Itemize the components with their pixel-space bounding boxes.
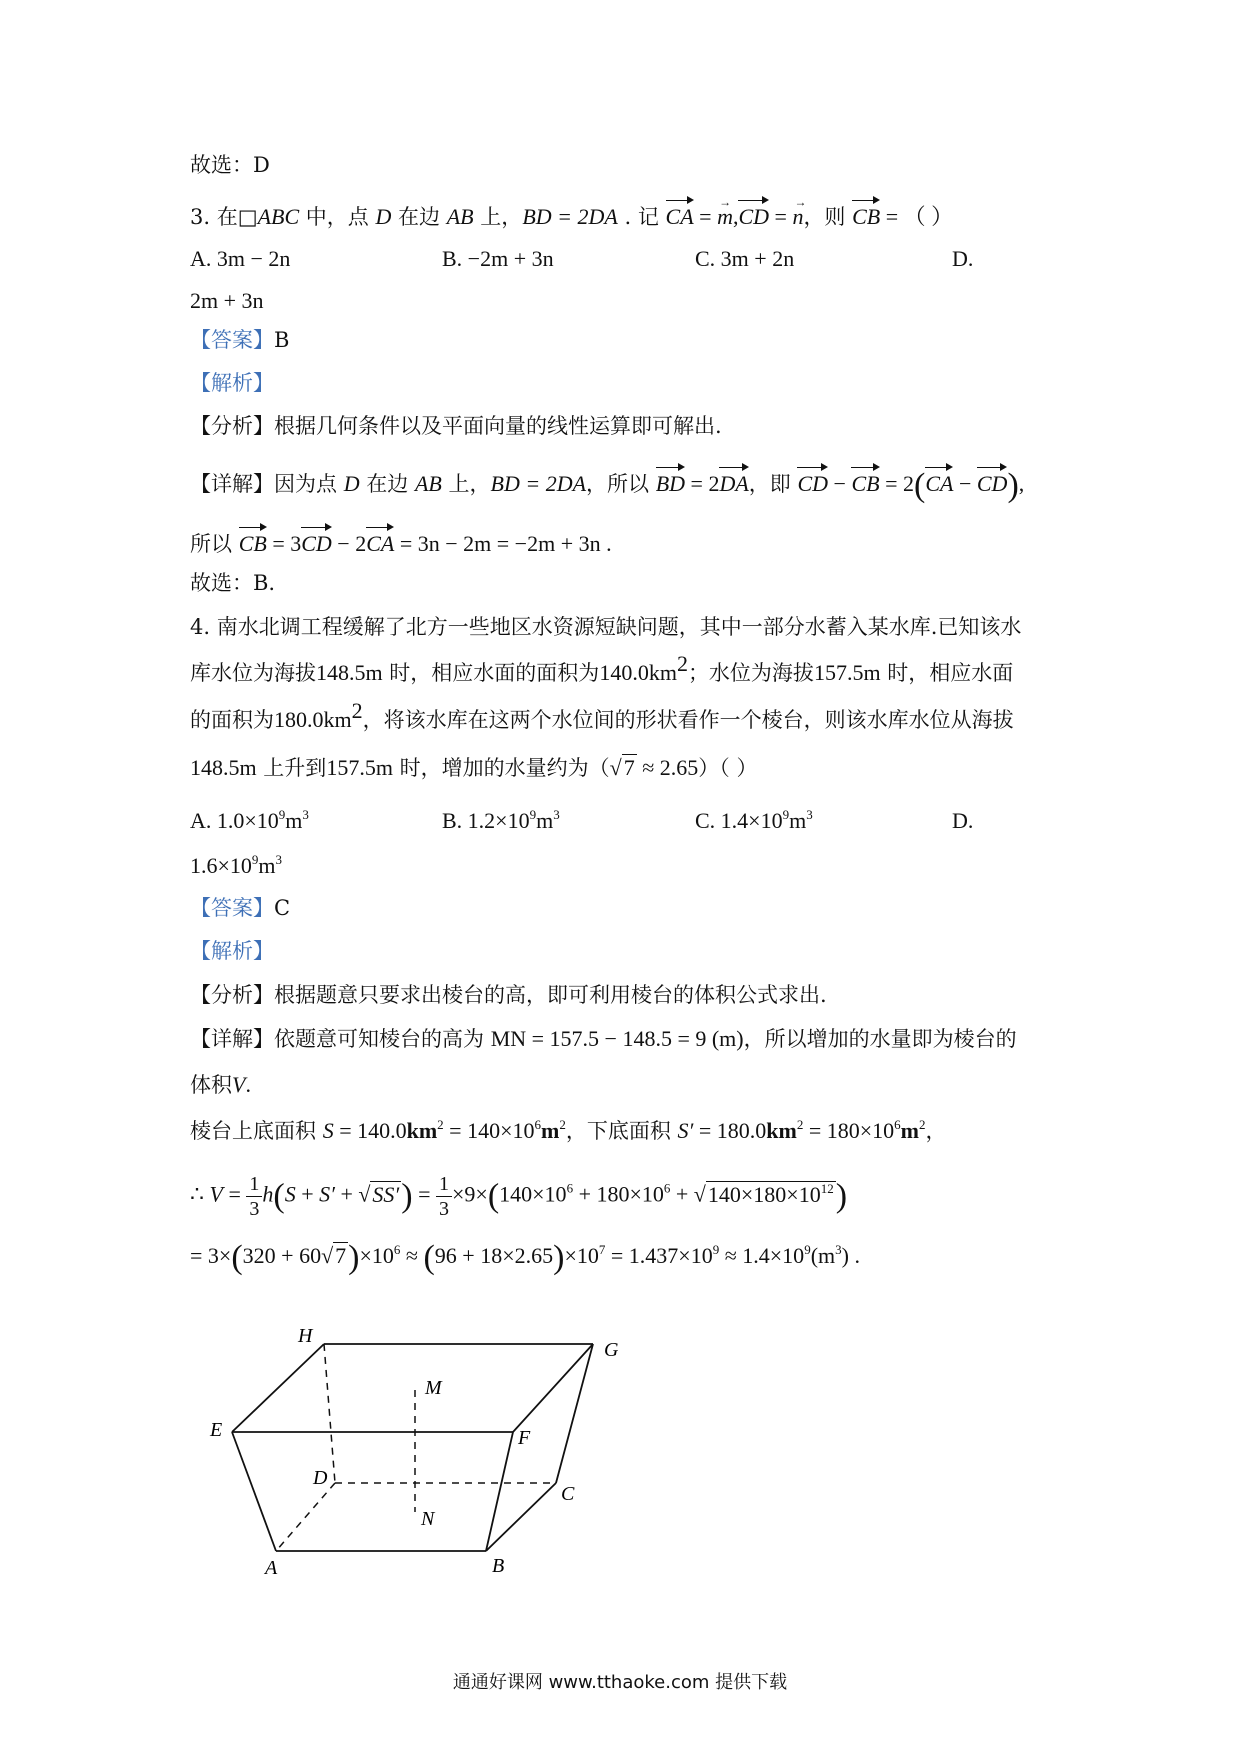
edge-da-hidden [276, 1483, 335, 1551]
q3-text1: 中，点 [299, 205, 376, 229]
q3-vec-bd: BD [656, 463, 685, 499]
q3-detail-result: = 3n − 2m = −2m + 3n . [394, 531, 612, 556]
q4-stem-4: 148.5m 上升到157.5m 时，增加的水量约为（√7 ≈ 2.65）（ ） [190, 755, 758, 780]
q4-stem-2d: 时，相应水面 [880, 661, 1014, 685]
q3-text2: 在边 [391, 205, 447, 229]
q4-stem-2: 库水位为海拔148.5m 时，相应水面的面积为$140.0km^2$；水位为海拔157.5m 时，相应水面 [190, 651, 1014, 685]
q3-text3: 上， [473, 205, 523, 229]
label-g: G [604, 1339, 619, 1361]
q4-detail-t3: 体积 [190, 1073, 232, 1097]
q3-detail-t4: ，所以 [586, 472, 656, 496]
q4-answer-value: C [274, 896, 291, 920]
label-b: B [492, 1555, 505, 1577]
q4-detail-volume: 体积V. [190, 1072, 251, 1097]
q4-xiangjie-label: 【详解】 [190, 1027, 274, 1051]
q4-stem-1: 4. 南水北调工程缓解了北方一些地区水资源短缺问题，其中一部分水蓄入某水库.已知该水 [190, 615, 1022, 639]
q3-option-b: B. −2m + 3n [442, 246, 554, 271]
q4-detail-t5: ，下底面积 [565, 1119, 678, 1143]
q3-fenxi-label: 【分析】 [190, 414, 274, 438]
label-d: D [313, 1467, 328, 1489]
q4-volume-formula: ∴ V = $\frac{1}{3}$ h(S + S′ + √SS′) = $\frac{1}{3}$ $\times 9\times(140\times 10^6 + 180\times 10^6 + √140\times 180\times 10^{12})$ [190, 1173, 848, 1220]
label-n: N [421, 1508, 435, 1530]
q3-text5: ，则 [803, 205, 853, 229]
edge-hd-hidden [324, 1344, 335, 1483]
label-e: E [210, 1419, 223, 1441]
q3-answer-label: 【答案】 [190, 328, 274, 352]
q3-option-c: C. 3m + 2n [695, 246, 795, 271]
q3-option-a: A. 3m − 2n [190, 246, 291, 271]
q4-h1-2: 148.5m [190, 755, 257, 780]
q4-s2: 180.0km [274, 707, 352, 732]
q4-option-b: B. $1.2\times 10^9m^3$ [442, 807, 560, 833]
q4-fenxi-text: 根据题意只要求出棱台的高，即可利用棱台的体积公式求出. [274, 983, 827, 1007]
q3-vec-cd: CD [738, 196, 769, 232]
q3-detail-t6: 所以 [190, 532, 239, 556]
label-a: A [265, 1557, 278, 1579]
q4-s1: 140.0km [599, 660, 677, 685]
q4-detail-areas: 棱台上底面积 $S = 140.0km^2 = 140\times 10^6m^2$，下底面积 $S' = 180.0km^2 = 180\times 10^6m^2$， [190, 1117, 947, 1143]
q3-vec-cd-2: CD [797, 463, 828, 499]
q3-xiangjie: 【详解】因为点 D 在边 AB 上，BD = 2DA，所以 BD = 2DA，即 CD − CB = 2(CA − CD), [190, 463, 1024, 501]
q3-n: n → [792, 202, 803, 232]
q3-analysis-label: 【解析】 [190, 371, 274, 395]
q4-detail-t2: ，所以增加的水量即为棱台的 [743, 1027, 1017, 1051]
edge-ea [232, 1432, 276, 1551]
q4-stem-4c: ）（ ） [698, 756, 758, 780]
q4-fenxi-label: 【分析】 [190, 983, 274, 1007]
q3-vec-ca-3: CA [366, 523, 394, 559]
q3-detail-ratio: BD = 2DA [490, 471, 587, 496]
q4-stem-3: 的面积为$180.0km^2$，将该水库在这两个水位间的形状看作一个棱台，则该水库水位从海拔 [190, 698, 1014, 732]
q4-approx: ≈ 2.65 [636, 755, 699, 780]
q4-detail-t1: 依题意可知棱台的高为 [274, 1027, 491, 1051]
q4-stem-3a: 的面积为 [190, 708, 274, 732]
q4-option-c: C. $1.4\times 10^9m^3$ [695, 807, 813, 833]
q4-stem-4a: 上升到 [256, 756, 327, 780]
q3-vec-cb-2: CB [851, 463, 879, 499]
q4-stem-4b: 时，增加的水量约为（ [392, 756, 610, 780]
q4-option-a: A. $1.0\times 10^9m^3$ [190, 807, 309, 833]
q3-conclusion: 故选：B. [190, 571, 276, 595]
label-m: M [425, 1377, 442, 1399]
edge-eh [232, 1344, 324, 1432]
q3-vec-cd-4: CD [301, 523, 332, 559]
q4-answer-label: 【答案】 [190, 896, 274, 920]
q3-vec-da: DA [719, 463, 748, 499]
q4-h2: 157.5m [813, 660, 881, 685]
q4-area-bottom: $S' = 180.0km^2 = 180\times 10^6m^2$ [677, 1117, 926, 1143]
q3-detail-t2: 在边 [359, 472, 415, 496]
q3-stem: 3. 在□ABC 中，点 D 在边 AB 上，BD = 2DA . 记 CA = m →,CD = n →，则 CB = （ ） [190, 196, 953, 232]
q3-detail-line2: 所以 CB = 3CD − 2CA = 3n − 2m = −2m + 3n . [190, 523, 612, 559]
page-footer: 通通好课网 www.tthaoke.com 提供下载 [452, 1672, 788, 1693]
q3-detail-t3: 上， [441, 472, 491, 496]
edge-fb [486, 1432, 513, 1551]
q3-tail: = （ ） [880, 204, 954, 229]
label-c: C [561, 1483, 575, 1505]
q3-ratio: BD = 2DA [522, 204, 618, 229]
q4-h1: 148.5m [316, 660, 383, 685]
q4-h2-2: 157.5m [326, 755, 393, 780]
q4-option-d: $1.6\times 10^9m^3$ [190, 852, 283, 878]
label-f: F [518, 1427, 531, 1449]
q3-answer-value: B [274, 328, 290, 352]
edge-bc [486, 1483, 556, 1551]
q3-detail-t5: ，即 [748, 472, 798, 496]
q3-option-d-label: D. [952, 246, 974, 271]
q3-vec-ca-2: CA [925, 463, 953, 499]
q3-text4: . 记 [617, 205, 666, 229]
q3-point: D [375, 204, 392, 229]
q3-prefix: 3. 在□ [190, 205, 258, 229]
q3-vec-cb-3: CB [239, 523, 267, 559]
q4-height-eq: MN = 157.5 − 148.5 = 9 (m) [490, 1026, 744, 1051]
q3-detail-t1: 因为点 [274, 472, 344, 496]
q4-volume-result: = $3\times(320 + 60√7)\times 10^6 \approx (96 + 18\times 2.65)\times 10^7 = 1.437\times 10^9 \approx 1.4\times 10^9(m^3)$ . [190, 1239, 860, 1276]
q4-detail-t4: 棱台上底面积 [190, 1119, 323, 1143]
q3-vec-ca: CA [666, 196, 694, 232]
q4-option-d-label: D. [952, 808, 974, 833]
q4-stem-2c: ；水位为海拔 [687, 661, 814, 685]
q3-detail-side: AB [414, 471, 442, 496]
q4-analysis-label: 【解析】 [190, 939, 274, 963]
q4-detail-v: V [232, 1072, 246, 1097]
q3-side: AB [446, 204, 474, 229]
q3-option-d: 2m + 3n [190, 288, 264, 313]
q3-xiangjie-label: 【详解】 [190, 472, 274, 496]
prev-conclusion-text: 故选：D [190, 153, 270, 177]
q4-stem-2b: 时，相应水面的面积为 [382, 661, 600, 685]
label-h: H [298, 1325, 313, 1347]
q3-vec-cd-3: CD [977, 463, 1008, 499]
q3-fenxi-text: 根据几何条件以及平面向量的线性运算即可解出. [274, 414, 722, 438]
q4-stem-3b: ，将该水库在这两个水位间的形状看作一个棱台，则该水库水位从海拔 [362, 708, 1014, 732]
q4-area-top: $S = 140.0km^2 = 140\times 10^6m^2$ [322, 1117, 566, 1143]
q3-triangle: ABC [257, 204, 300, 229]
q3-m: m → [717, 202, 733, 232]
q3-vec-cb: CB [852, 196, 880, 232]
q3-detail-point: D [343, 471, 360, 496]
q4-stem-2a: 库水位为海拔 [190, 661, 316, 685]
